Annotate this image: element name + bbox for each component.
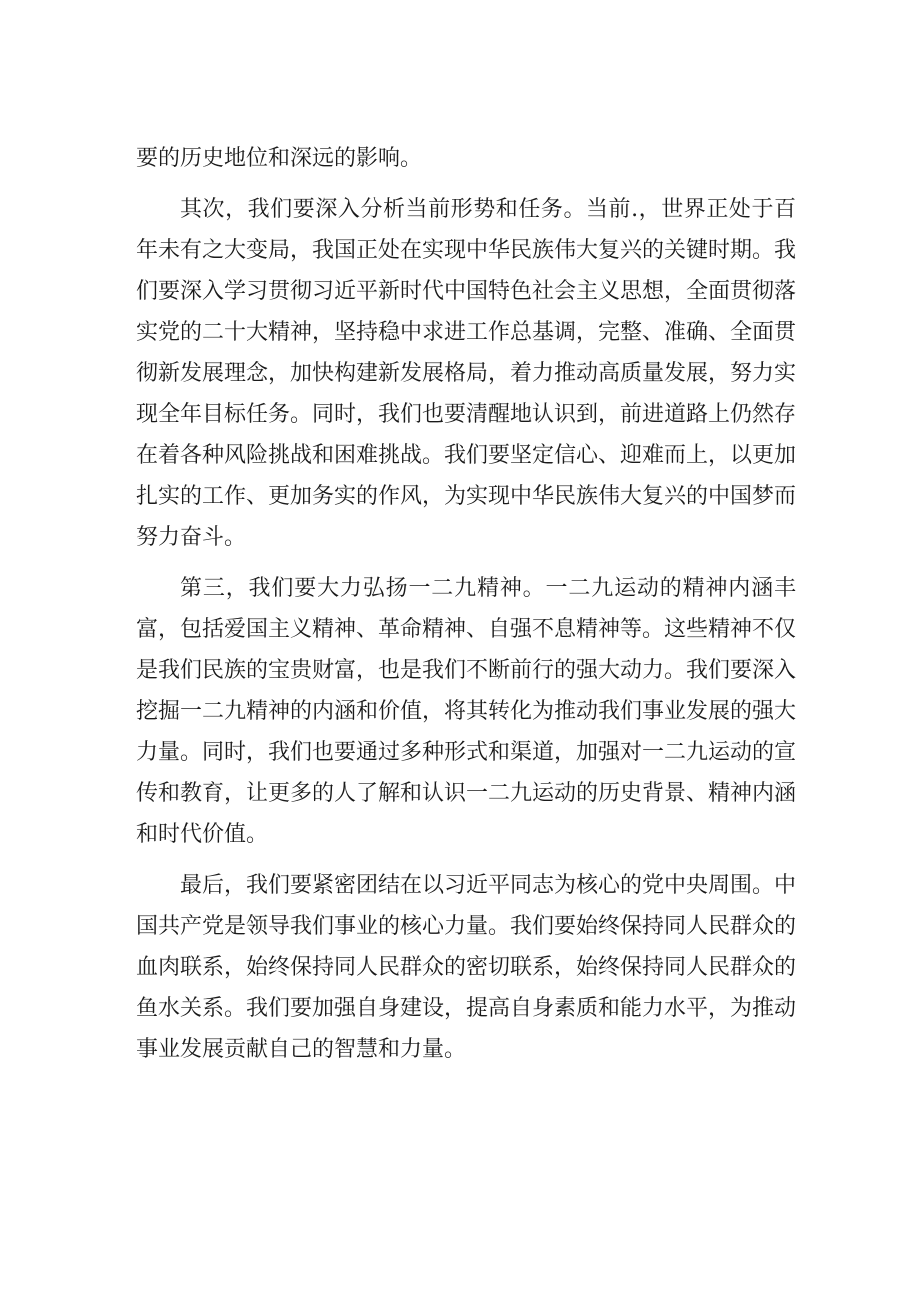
paragraph-continuation: 要的历史地位和深远的影响。 [136,146,423,171]
paragraph-third-point: 第三，我们要大力弘扬一二九精神。一二九运动的精神内涵丰富，包括爱国主义精神、革命精神、自强不息精神等。这些精神不仅是我们民族的宝贵财富，也是我们不断前行的强大动力。我们要深入挖掘一二九精神的内涵和价值，将其转化为推动我们事业发展的强大力量。同时，我们也要通过多种形式和渠道，加强对一二九运动的宣传和教育，让更多的人了解和认识一二九运动的历史背景、精神内涵和时代价值。 [136,576,797,847]
document-body [136,138,796,1070]
paragraph-final-point: 最后，我们要紧密团结在以习近平同志为核心的党中央周围。中国共产党是领导我们事业的核心力量。我们要始终保持同人民群众的血肉联系，始终保持同人民群众的密切联系，始终保持同人民群众的鱼水关系。我们要加强自身建设，提高自身素质和能力水平，为推动事业发展贡献自己的智慧和力量。 [136,873,797,1062]
paragraph-second-point: 其次，我们要深入分析当前形势和任务。当前.，世界正处于百年未有之大变局，我国正处在实现中华民族伟大复兴的关键时期。我们要深入学习贯彻习近平新时代中国特色社会主义思想，全面贯彻落实党的二十大精神，坚持稳中求进工作总基调，完整、准确、全面贯彻新发展理念，加快构建新发展格局，着力推动高质量发展，努力实现全年目标任务。同时，我们也要清醒地认识到，前进道路上仍然存在着各种风险挑战和困难挑战。我们要坚定信心、迎难而上，以更加扎实的工作、更加务实的作风，为实现中华民族伟大复兴的中国梦而努力奋斗。 [136,197,797,550]
